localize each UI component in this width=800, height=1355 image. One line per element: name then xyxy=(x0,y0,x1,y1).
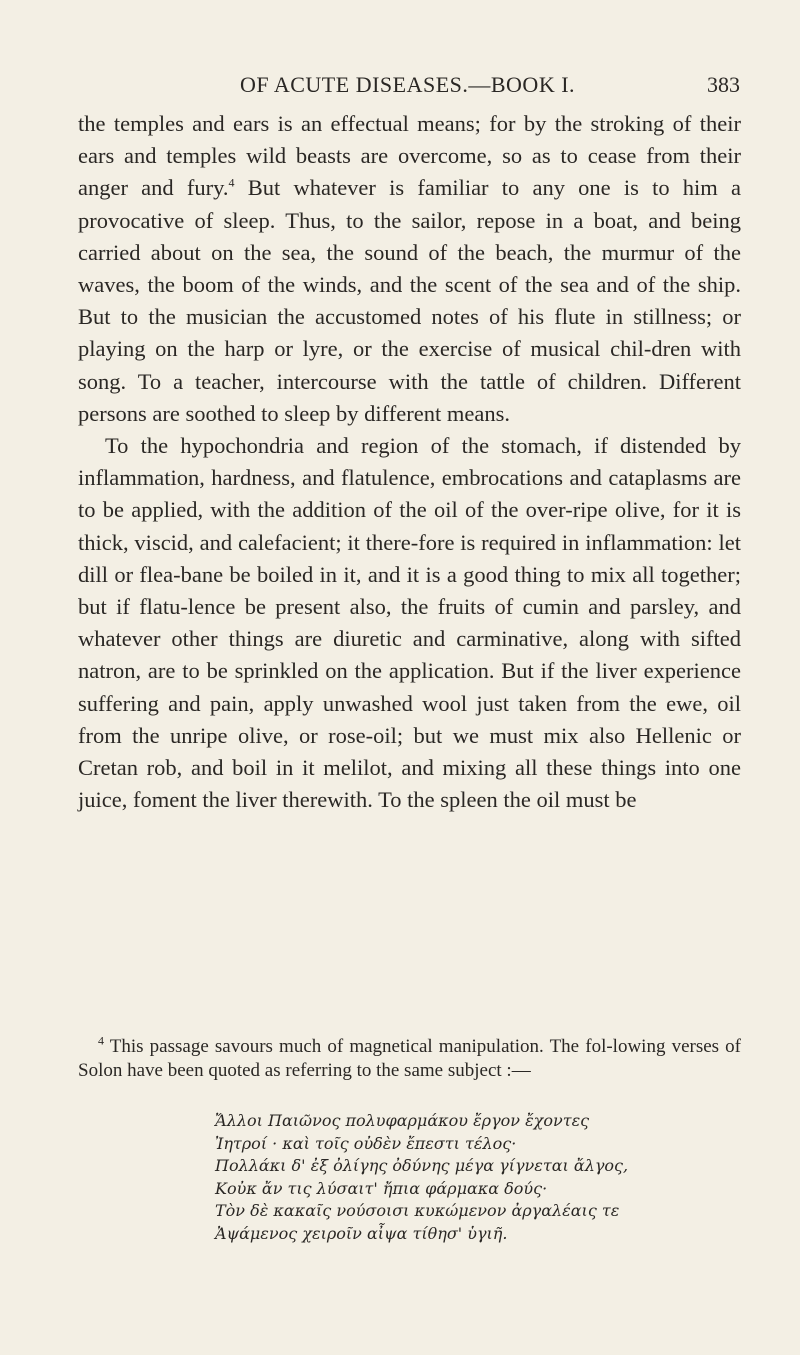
footnote xyxy=(78,1035,741,1083)
page-number: 383 xyxy=(707,72,740,97)
verse-line: Ἰητροί · καὶ τοῖς οὐδὲν ἔπεστι τέλος· xyxy=(215,1133,517,1153)
greek-verses xyxy=(215,1110,755,1245)
verse-line: Ἀψάμενος χειροῖν αἶψα τίθησ' ὑγιῆ. xyxy=(215,1223,508,1243)
verse-line: Τὸν δὲ κακαῖς νούσοισι κυκώμενον ἀργαλέαις τε xyxy=(215,1201,620,1220)
verse-line: Κοὐκ ἄν τις λύσαιτ' ἤπια φάρμακα δούς· xyxy=(215,1178,548,1198)
paragraph-1-text: the temples and ears is an effectual means; for by the stroking of their ears and temples wild beasts are overcome, so as to cease from their anger and fury. xyxy=(78,111,741,201)
footnote-text-block xyxy=(78,1035,741,1083)
paragraph-1-continuation: But whatever is familiar to any one is to him a provocative of sleep. Thus, to the sailor, repose in a boat, and being carried about on the sea, the sound of the beach, the murmur of the waves, the boom of the winds, and the scent of the sea and of the ship. But to the musician the accustomed notes of his flute in stillness; or playing on the harp or lyre, or the exercise of musical chil-dren with song. To a teacher, intercourse with the tattle of children. Different persons are soothed to sleep by different means. xyxy=(78,175,741,426)
verse-line: Ἄλλοι Παιῶνος πολυφαρμάκου ἔργον ἔχοντες xyxy=(215,1111,590,1130)
running-title: OF ACUTE DISEASES.—BOOK I. xyxy=(239,72,576,97)
footnote-reference: 4 xyxy=(228,175,235,190)
paragraph-1 xyxy=(78,108,741,430)
main-text xyxy=(78,108,741,816)
footnote-marker: 4 xyxy=(98,1033,104,1048)
footnote-text: This passage savours much of magnetical manipulation. The fol-lowing verses of Solon have been quoted as referring to the same subject :— xyxy=(78,1036,741,1081)
running-header xyxy=(155,72,740,102)
verse-line: Πολλάκι δ' ἐξ ὀλίγης ὀδύνης μέγα γίγνεται ἄλγος, xyxy=(215,1156,629,1175)
paragraph-2: To the hypochondria and region of the stomach, if distended by inflammation, hardness, and flatulence, embrocations and cataplasms are to be applied, with the addition of the oil of the over-ripe olive, for it is thick, viscid, and calefacient; it there-fore is required in inflammation: let dill or flea-bane be boiled in it, and it is a good thing to mix all together; but if flatu-lence be present also, the fruits of cumin and parsley, and whatever other things are diuretic and carminative, along with sifted natron, are to be sprinkled on the application. But if the liver experience suffering and pain, apply unwashed wool just taken from the ewe, oil from the unripe olive, or rose-oil; but we must mix also Hellenic or Cretan rob, and boil in it melilot, and mixing all these things into one juice, foment the liver therewith. To the spleen the oil must be xyxy=(78,433,741,813)
